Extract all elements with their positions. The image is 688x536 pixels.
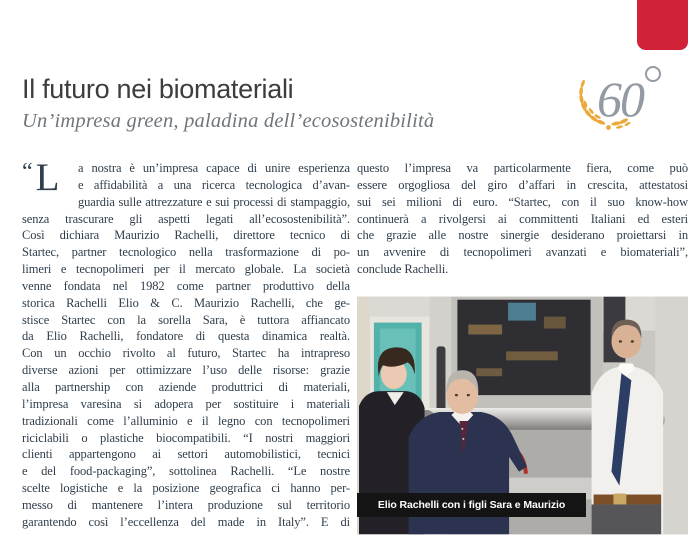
text-line: guardia sulle attrezzature e sui processi di stampaggio, <box>78 194 350 209</box>
left-column-text <box>22 156 350 531</box>
text-line: alla partnership con aziende produttrici di materiali, <box>22 379 350 394</box>
article-column-left <box>22 156 350 535</box>
text-line: essere orgogliosa del giro d’affari in crescita, attestatosi <box>357 177 688 192</box>
text-line: garantendo così l’eccellenza del made in Italy”. E di <box>22 514 350 529</box>
text-line: questo l’impresa va particolarmente fiera, come può <box>357 161 688 175</box>
text-line: clienti appartengono ai settori automobilistici, tecnici <box>22 447 350 462</box>
text-line: continuerà a rivolgersi ai committenti Italiani ed esteri <box>357 211 688 226</box>
drop-cap-letter: L <box>35 156 60 199</box>
text-line: a nostra è un’impresa capace di unire esperienza <box>78 161 350 175</box>
text-line: messo di mantenere l’intera produzione sul territorio <box>22 497 350 512</box>
text-line: da Elio Rachelli, fondatore di questa dinamica realtà. <box>22 329 350 344</box>
text-line: Con un occhio rivolto al futuro, Startec ha intrapreso <box>22 346 350 361</box>
degree-symbol-icon <box>645 66 661 82</box>
text-line: diverse azioni per ottimizzare l’uso delle risorse: grazie <box>22 363 350 378</box>
text-line: tradizionali come l’alluminio e il legno con tecnopolimeri <box>22 413 350 428</box>
text-line: conclude Rachelli. <box>357 262 449 277</box>
article-column-right <box>357 160 688 535</box>
text-line: Così dichiara Maurizio Rachelli, direttore tecnico di <box>22 228 350 243</box>
text-line: stisce Startec con la sorella Sara, è tuttora affiancato <box>22 312 350 327</box>
text-line: e affidabilità a una ricerca tecnologica d’avan- <box>78 177 350 192</box>
page-title: Il futuro nei biomateriali <box>22 74 294 104</box>
text-line: Startec, partner tecnologico nella trasformazione di po- <box>22 245 350 260</box>
text-line: scelte logistiche e la posizione geografica ci hanno per- <box>22 481 350 496</box>
article-body <box>22 156 688 535</box>
text-line: limeri e tecnopolimeri per il mercato globale. La società <box>22 262 350 277</box>
photo-elio-rachelli-family <box>357 296 688 535</box>
drop-cap <box>22 156 78 199</box>
opening-quote: “ <box>22 159 33 185</box>
text-line: riciclabili o plastiche biocompatibili. “I nostri maggiori <box>22 430 350 445</box>
text-line: venne fondata nel 1982 come partner produttivo della <box>22 278 350 293</box>
page-subtitle: Un’impresa green, paladina dell’ecosostenibilità <box>22 110 435 132</box>
text-line: un avvenire di tecnopolimeri avanzati e biomateriali”, <box>357 245 688 260</box>
anniversary-badge-60 <box>575 72 675 144</box>
text-line: senza trascurare gli aspetti legati all’ecosostenibilità”. <box>22 211 350 226</box>
text-line: sui sei milioni di euro. “Startec, con il suo know-how <box>357 194 688 209</box>
text-line: che grazie alle nostre sinergie desiderano proiettarsi in <box>357 228 688 243</box>
photo-caption: Elio Rachelli con i figli Sara e Maurizio <box>357 493 586 517</box>
text-line: storica Rachelli Elio & C. Maurizio Rachelli, che ge- <box>22 295 350 310</box>
badge-number: 60 <box>597 64 661 134</box>
text-line: l’impresa varesina si adopera per sostituire i materiali <box>22 396 350 411</box>
text-line: e del food-packaging”, sottolinea Rachelli. “Le nostre <box>22 464 350 479</box>
right-column-text <box>357 160 688 278</box>
red-corner-tab <box>637 0 688 50</box>
